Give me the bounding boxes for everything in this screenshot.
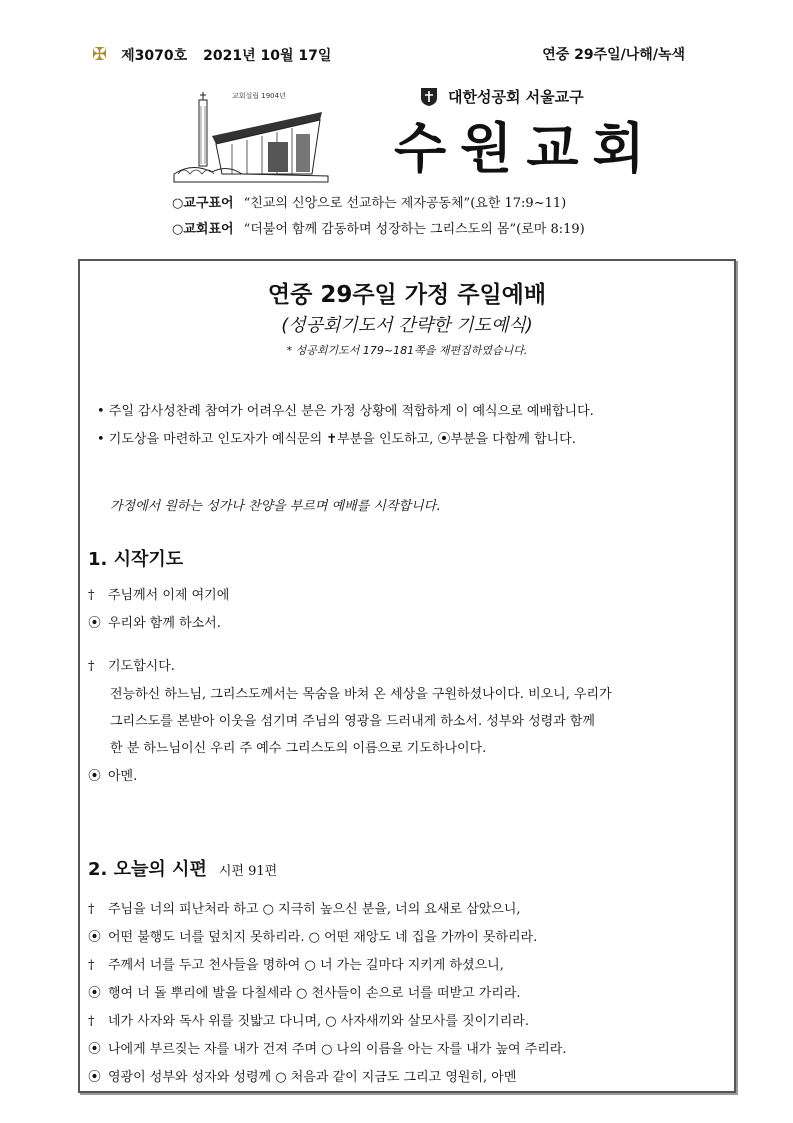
congregation-mark-icon: ⦿ (88, 930, 102, 945)
instruction-bullet: • 주일 감사성찬례 참여가 어려우신 분은 가정 상황에 적합하게 이 예식으로 예배합니다. (97, 404, 594, 419)
church-illustration-icon (172, 84, 330, 184)
instruction-bullet: • 기도상을 마련하고 인도자가 예식문의 ✝부분을 인도하고, ⦿부분을 다함께 합니다. (97, 432, 576, 447)
liturgy-line: † 기도합시다. (88, 659, 175, 674)
section-heading-psalm: 2. 오늘의 시편 시편 91편 (88, 859, 278, 880)
church-motto (172, 218, 585, 237)
congregation-mark-icon: ⦿ (88, 1042, 102, 1057)
church-name: 수원교회 (394, 116, 659, 180)
psalm-line: † 주님을 너의 피난처라 하고 ○ 지극히 높으신 분을, 너의 요새로 삼았으니, (88, 902, 521, 917)
leader-mark-icon: † (88, 902, 95, 917)
diocese-seal-icon (420, 87, 438, 107)
psalm-line: ⦿ 영광이 성부와 성자와 성령께 ○ 처음과 같이 지금도 그리고 영원히, 아멘 (88, 1066, 516, 1085)
prayer-text-line: 그리스도를 본받아 이웃을 섬기며 주님의 영광을 드러내게 하소서. 성부와 성령과 함께 (110, 714, 595, 729)
psalm-line: ⦿ 행여 너 돌 뿌리에 발을 다칠세라 ○ 천사들이 손으로 너를 떠받고 가리라. (88, 982, 521, 1001)
diocese-line (420, 86, 584, 107)
church-motto-label: ○교회표어 (172, 222, 234, 237)
congregation-mark-icon: ⦿ (88, 986, 102, 1001)
issue-number: 제3070호 (121, 47, 188, 64)
liturgy-line: ⦿ 우리와 함께 하소서. (88, 612, 221, 631)
congregation-mark-icon: ⦿ (88, 616, 102, 631)
liturgical-season: 연중 29주일/나해/녹색 (542, 47, 685, 63)
service-title: 연중 29주일 가정 주일예배 (267, 282, 547, 308)
congregation-mark-icon: ⦿ (88, 1070, 102, 1085)
psalm-line: † 네가 사자와 독사 위를 짓밟고 다니며, ○ 사자새끼와 살모사를 짓이기리라. (88, 1014, 529, 1029)
psalm-line: † 주께서 너를 두고 천사들을 명하여 ○ 너 가는 길마다 지키게 하셨으니, (88, 958, 504, 973)
service-note: * 성공회기도서 179~181쪽을 재편집하였습니다. (286, 344, 528, 357)
prayer-text-line: 한 분 하느님이신 우리 주 예수 그리스도의 이름으로 기도하나이다. (110, 741, 487, 756)
diocese-motto-label: ○교구표어 (172, 196, 234, 211)
cross-icon: ✠ (92, 44, 108, 65)
psalm-reference: 시편 91편 (218, 864, 278, 879)
psalm-line: ⦿ 나에게 부르짖는 자를 내가 건져 주며 ○ 나의 이름을 아는 자를 내가 높여 주리라. (88, 1038, 567, 1057)
congregation-mark-icon: ⦿ (88, 769, 102, 784)
header-left (92, 44, 331, 65)
leader-mark-icon: † (88, 588, 95, 603)
section-heading-opening-prayer: 1. 시작기도 (88, 549, 184, 570)
leader-mark-icon: † (88, 958, 95, 973)
prayer-text-line: 전능하신 하느님, 그리스도께서는 목숨을 바쳐 온 세상을 구원하셨나이다. 비오니, 우리가 (110, 687, 612, 702)
diocese-motto (172, 192, 566, 211)
leader-mark-icon: † (88, 659, 95, 674)
church-motto-text: “더불어 함께 감동하며 성장하는 그리스도의 몸”(로마 8:19) (243, 222, 585, 237)
diocese-name: 대한성공회 서울교구 (448, 88, 584, 106)
liturgy-line: † 주님께서 이제 여기에 (88, 588, 230, 603)
church-image-caption: 교회설립 1904년 (232, 92, 286, 100)
service-intro: 가정에서 원하는 성가나 찬양을 부르며 예배를 시작합니다. (110, 499, 441, 514)
leader-mark-icon: † (88, 1014, 95, 1029)
liturgy-line: ⦿ 아멘. (88, 765, 137, 784)
psalm-line: ⦿ 어떤 불행도 너를 덮치지 못하리라. ○ 어떤 재앙도 네 집을 가까이 못하리라. (88, 926, 537, 945)
diocese-motto-text: “친교의 신앙으로 선교하는 제자공동체”(요한 17:9~11) (243, 196, 567, 211)
service-subtitle: (성공회기도서 간략한 기도예식) (281, 315, 533, 336)
issue-date: 2021년 10월 17일 (203, 47, 332, 64)
